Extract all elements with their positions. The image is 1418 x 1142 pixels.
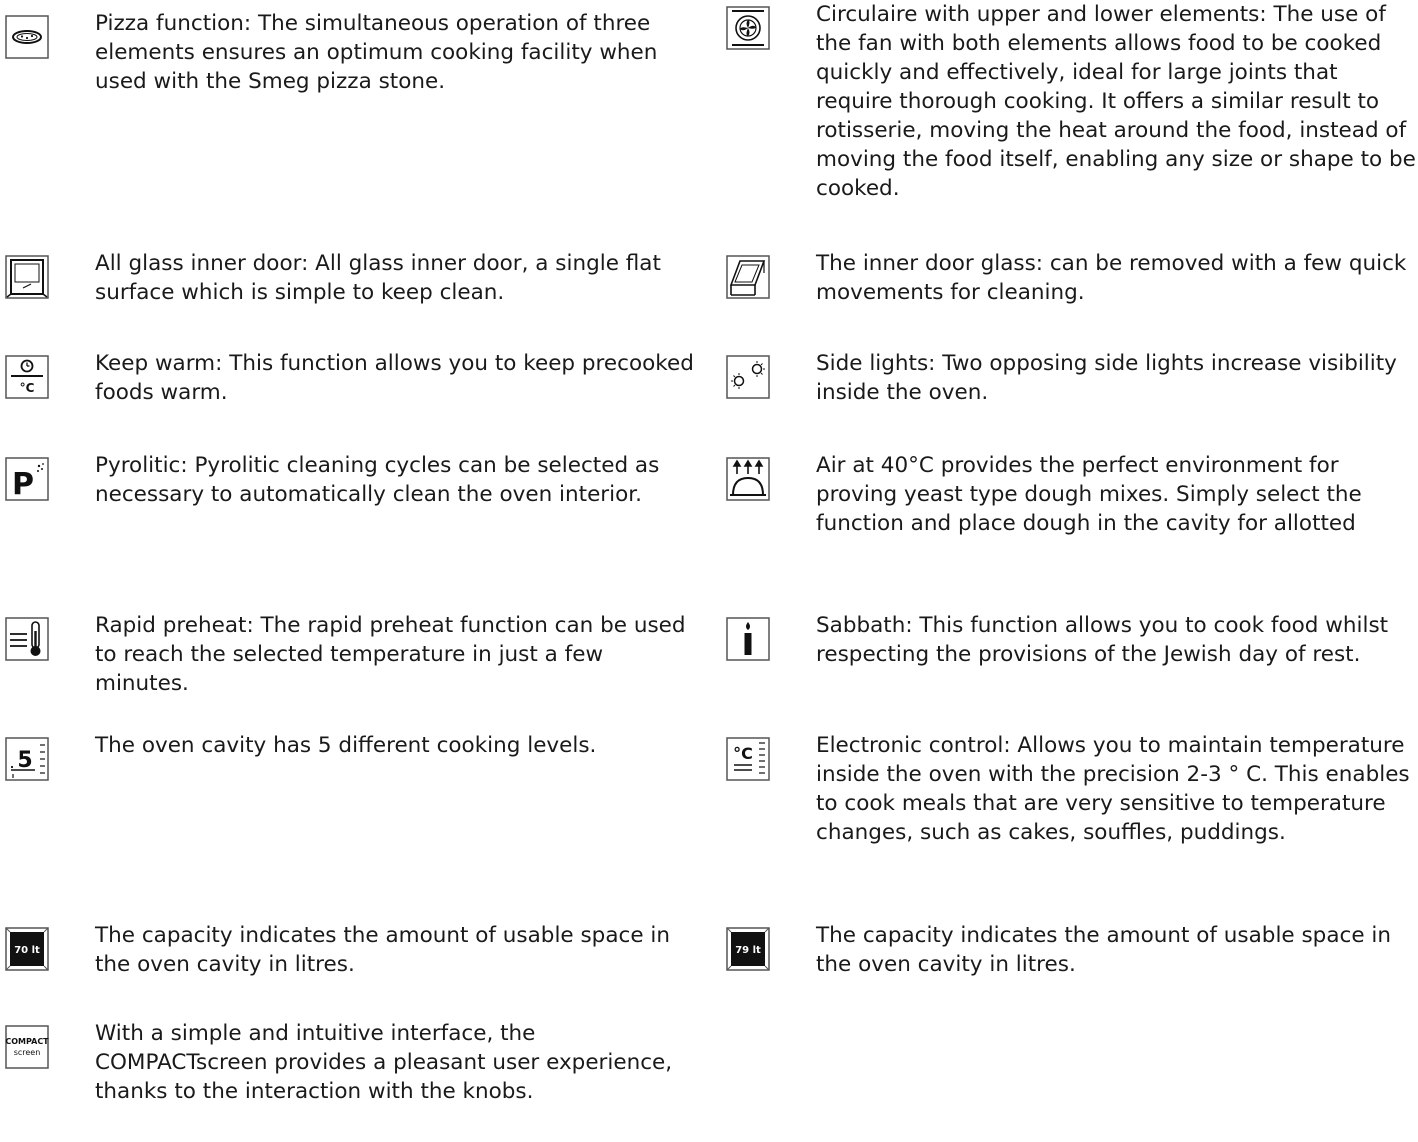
rapid-preheat-description: Rapid preheat: The rapid preheat function can be used to reach the selected temperature in just a few minutes. (95, 613, 686, 696)
capacity-70-icon (5, 927, 49, 971)
pizza-function-description: Pizza function: The simultaneous operation of three elements ensures an optimum cooking facility when used with the Smeg pizza stone. (95, 11, 658, 94)
compact-screen-icon-label-top: COMPACT (5, 1037, 49, 1046)
capacity-79-description: The capacity indicates the amount of usable space in the oven cavity in litres. (816, 923, 1391, 977)
oven-door-icon (5, 255, 49, 299)
electronic-control-icon (726, 737, 770, 781)
circulaire-description: Circulaire with upper and lower elements: The use of the fan with both elements allows food to be cooked quickly and effectively, ideal for large joints that require thorough cooking. It offers a similar result to rotisserie, moving the heat around the food, instead of moving the food itself, enabling any size or shape to be cooked. (816, 2, 1416, 201)
rapid-preheat-icon (5, 617, 49, 661)
proving-dough-icon (726, 457, 770, 501)
side-lights-description: Side lights: Two opposing side lights increase visibility inside the oven. (816, 351, 1397, 405)
keep-warm-description: Keep warm: This function allows you to keep precooked foods warm. (95, 351, 694, 405)
pizza-function-icon (5, 15, 49, 59)
cooking-levels-icon-label: 5 (17, 748, 33, 773)
cooking-levels-description: The oven cavity has 5 different cooking levels. (95, 733, 597, 758)
sabbath-candle-icon (726, 617, 770, 661)
proving-description: Air at 40°C provides the perfect environment for proving yeast type dough mixes. Simply select the function and place dough in the cavity for allotted (816, 453, 1362, 536)
circulaire-fan-icon (726, 6, 770, 50)
compact-screen-icon (5, 1025, 49, 1069)
removable-glass-description: The inner door glass: can be removed with a few quick movements for cleaning. (816, 251, 1407, 305)
pyrolitic-description: Pyrolitic: Pyrolitic cleaning cycles can be selected as necessary to automatically clean the oven interior. (95, 453, 660, 507)
keep-warm-icon-label: °C (19, 381, 35, 395)
capacity-79-icon (726, 927, 770, 971)
electronic-control-description: Electronic control: Allows you to maintain temperature inside the oven with the precision 2-3 ° C. This enables to cook meals that are very sensitive to temperature changes, such as cakes, souffles, puddings. (816, 733, 1410, 845)
pyrolitic-icon (5, 457, 49, 501)
capacity-70-icon-label: 70 lt (14, 945, 40, 956)
glass-door-description: All glass inner door: All glass inner door, a single flat surface which is simple to keep clean. (95, 251, 661, 305)
cooking-levels-icon (5, 737, 49, 781)
pyrolitic-icon-label: P (12, 467, 34, 501)
side-lights-icon (726, 355, 770, 399)
keep-warm-icon (5, 355, 49, 399)
sabbath-description: Sabbath: This function allows you to cook food whilst respecting the provisions of the Jewish day of rest. (816, 613, 1389, 667)
removable-glass-icon (726, 255, 770, 299)
electronic-control-icon-label: °C (733, 744, 753, 763)
compact-screen-description: With a simple and intuitive interface, the COMPACTscreen provides a pleasant user experience, thanks to the interaction with the knobs. (95, 1021, 673, 1104)
capacity-70-description: The capacity indicates the amount of usable space in the oven cavity in litres. (95, 923, 670, 977)
capacity-79-icon-label: 79 lt (735, 945, 761, 956)
compact-screen-icon-label-bottom: screen (13, 1048, 41, 1057)
